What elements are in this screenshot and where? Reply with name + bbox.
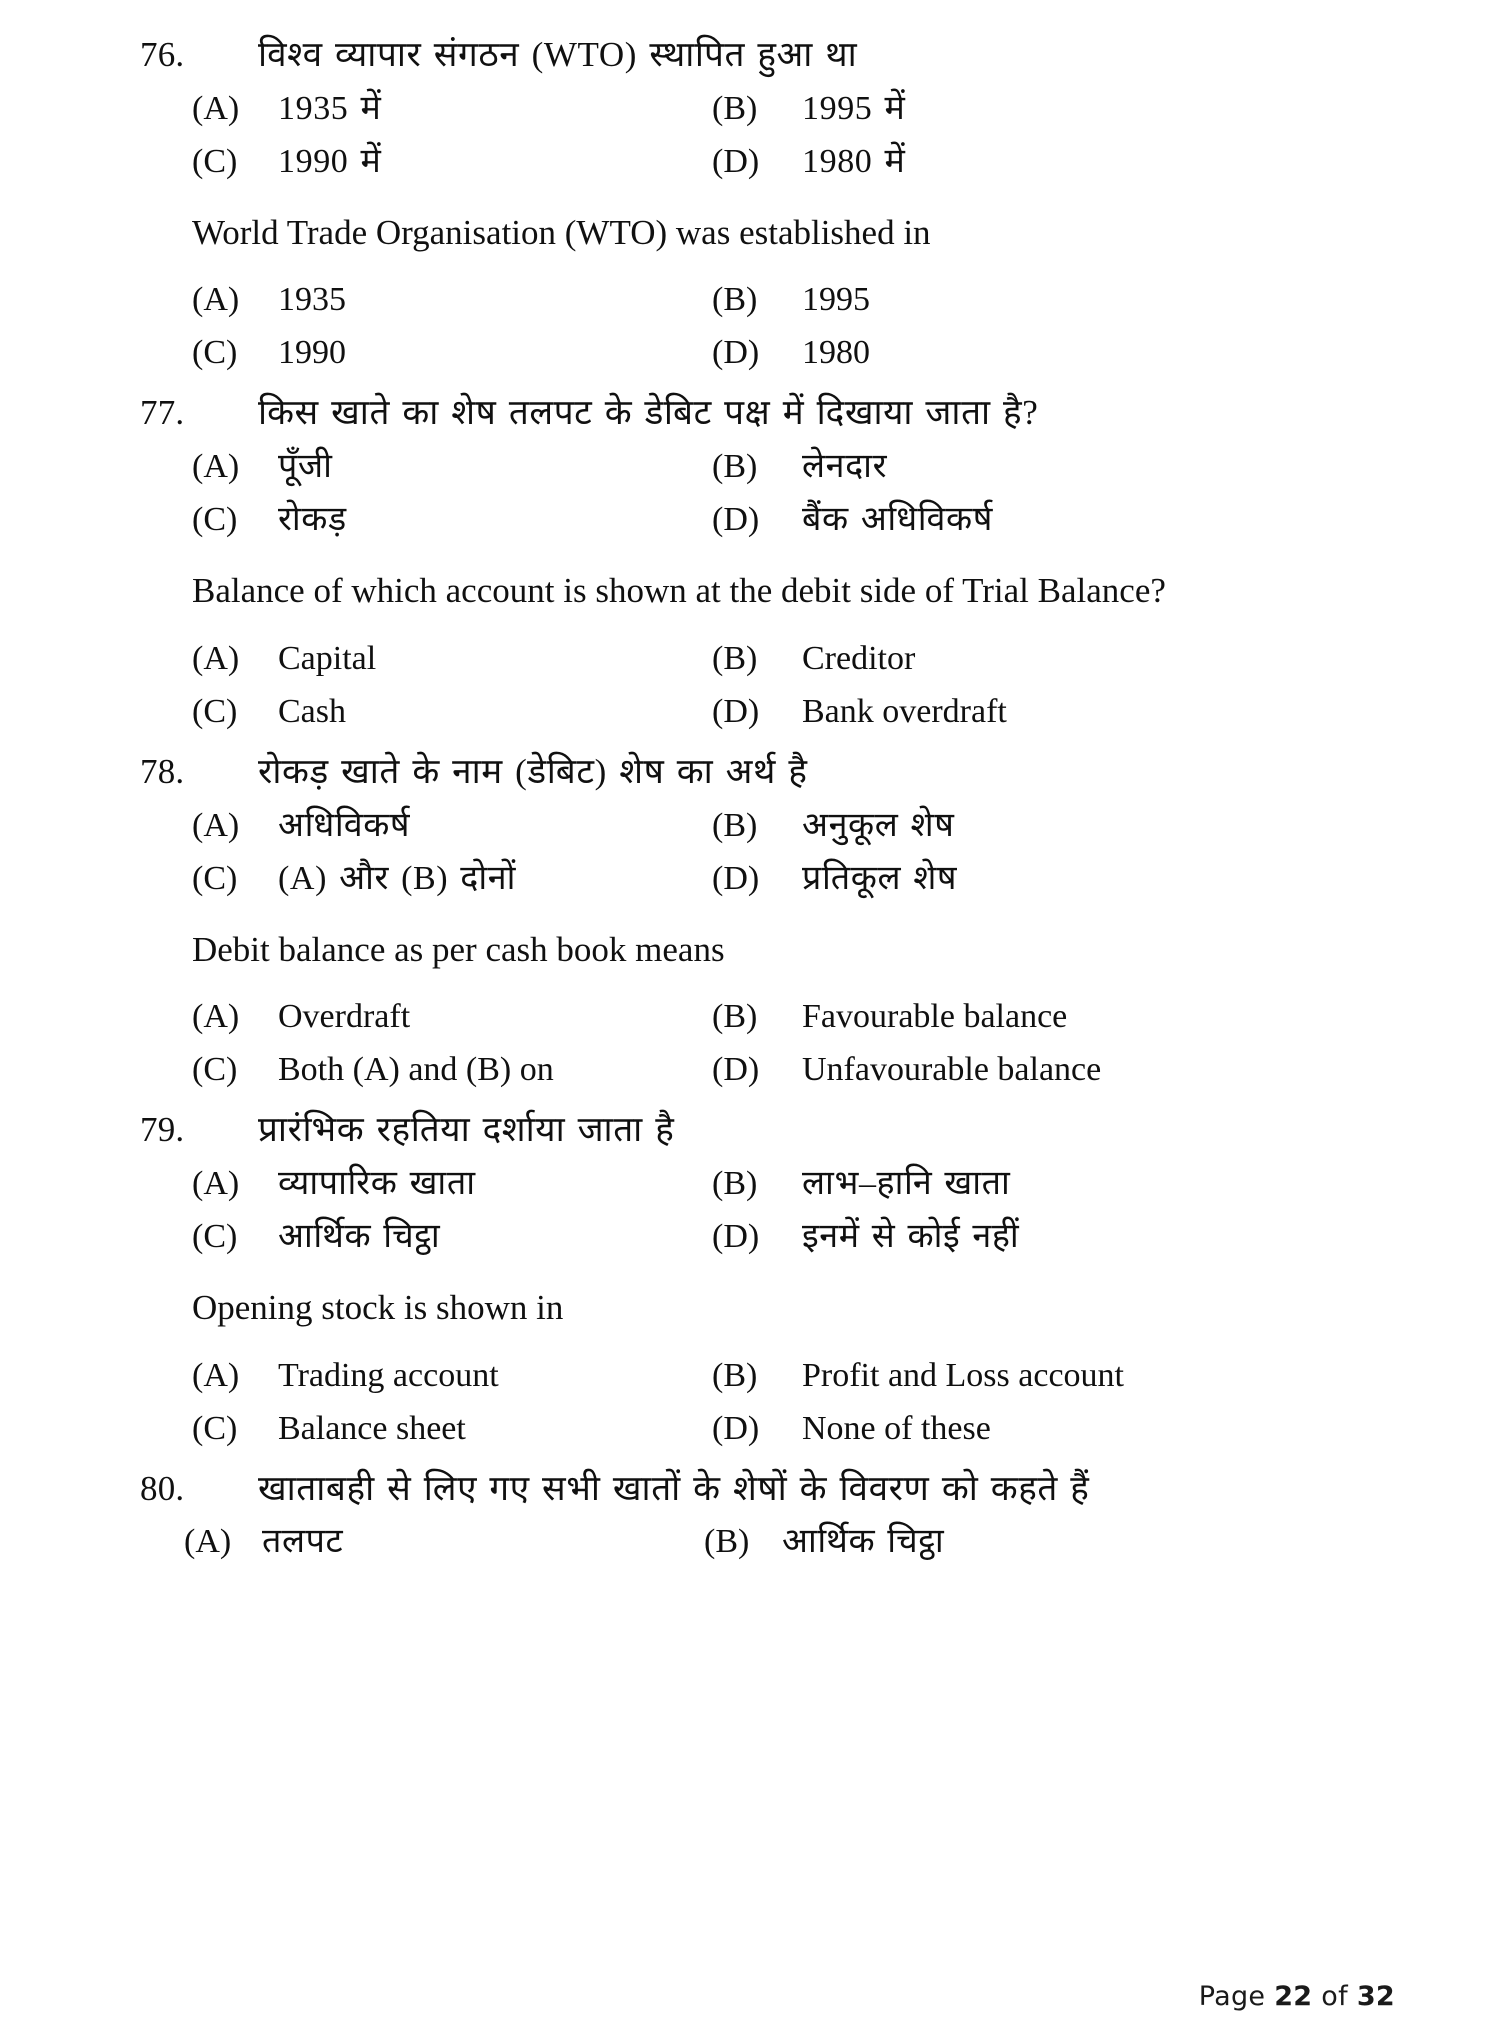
- question-number-78: 78.: [140, 751, 185, 791]
- option-en-79-c[interactable]: [192, 1403, 712, 1454]
- option-label-a: (A): [192, 1165, 240, 1202]
- option-hi-79-d[interactable]: [712, 1211, 1395, 1262]
- page-footer: [1199, 1981, 1395, 2012]
- option-label-b: (B): [712, 281, 758, 319]
- option-label-b: (B): [712, 89, 758, 127]
- option-label-a: (A): [192, 448, 240, 486]
- footer-current-page: 22: [1274, 1981, 1313, 2012]
- option-hi-77-b[interactable]: [712, 441, 1395, 492]
- option-value-d: Bank overdraft: [802, 692, 1007, 730]
- option-hi-76-c[interactable]: [192, 136, 712, 187]
- option-en-77-b[interactable]: [712, 633, 1395, 684]
- options-hi-80: [140, 1516, 1395, 1567]
- option-hi-78-a[interactable]: [192, 800, 712, 851]
- question-stem-77: [140, 392, 1395, 435]
- option-en-76-b[interactable]: [712, 274, 1395, 325]
- option-value-c: Balance sheet: [278, 1409, 466, 1447]
- option-label-b: (B): [712, 806, 758, 844]
- question-stem-79: [140, 1109, 1395, 1152]
- option-value-c: Both (A) and (B) on: [278, 1051, 554, 1089]
- option-label-c: (C): [192, 859, 238, 897]
- question-text-hi-76: विश्व व्यापार संगठन (WTO) स्थापित हुआ था: [258, 35, 858, 74]
- option-value-c: रोकड़: [278, 501, 347, 539]
- spacer: [140, 1264, 1395, 1286]
- spacer: [140, 906, 1395, 928]
- option-label-c: (C): [192, 1218, 238, 1255]
- options-en-78: [140, 991, 1395, 1095]
- question-text-hi-78: रोकड़ खाते के नाम (डेबिट) शेष का अर्थ है: [258, 751, 808, 791]
- spacer: [140, 189, 1395, 211]
- option-label-d: (D): [712, 1409, 760, 1447]
- option-label-d: (D): [712, 692, 760, 730]
- option-value-d: None of these: [802, 1409, 991, 1447]
- option-en-78-c[interactable]: [192, 1044, 712, 1095]
- option-en-78-d[interactable]: [712, 1044, 1395, 1095]
- question-number-79: 79.: [140, 1110, 185, 1150]
- options-en-77: [140, 633, 1395, 737]
- option-value-b: 1995 में: [802, 89, 906, 127]
- option-label-b: (B): [712, 998, 758, 1036]
- option-label-a: (A): [192, 281, 240, 319]
- option-en-76-c[interactable]: [192, 327, 712, 378]
- option-hi-76-b[interactable]: [712, 83, 1395, 134]
- option-label-c: (C): [192, 692, 238, 730]
- option-label-b: (B): [712, 1165, 758, 1202]
- option-label-c: (C): [192, 1051, 238, 1089]
- option-label-d: (D): [712, 142, 760, 180]
- question-text-hi-80: खाताबही से लिए गए सभी खातों के शेषों के विवरण को कहते हैं: [258, 1468, 1090, 1508]
- option-label-b: (B): [712, 448, 758, 486]
- option-value-b: लेनदार: [802, 448, 888, 486]
- spacer: [140, 975, 1395, 987]
- footer-middle: of: [1321, 1981, 1348, 2012]
- question-text-en-79: Opening stock is shown in: [192, 1288, 564, 1327]
- option-label-a: (A): [192, 1356, 240, 1394]
- option-value-a: Capital: [278, 639, 377, 677]
- option-hi-80-b[interactable]: [704, 1516, 1395, 1567]
- option-value-c: Cash: [278, 692, 346, 730]
- option-label-a: (A): [192, 639, 240, 677]
- option-value-a: Trading account: [278, 1356, 499, 1394]
- option-value-a: 1935: [278, 281, 346, 319]
- option-en-77-c[interactable]: [192, 686, 712, 737]
- option-value-d: 1980: [802, 334, 870, 372]
- footer-total-pages: 32: [1356, 1981, 1395, 2012]
- question-text-en-77: Balance of which account is shown at the debit side of Trial Balance?: [192, 571, 1166, 611]
- spacer: [140, 1097, 1395, 1109]
- option-label-a: (A): [184, 1523, 232, 1561]
- option-value-a: पूँजी: [278, 448, 333, 486]
- options-en-79: [140, 1350, 1395, 1454]
- option-value-b: लाभ–हानि खाता: [802, 1165, 1011, 1202]
- question-stem-76: [140, 34, 1395, 77]
- option-label-d: (D): [712, 334, 760, 372]
- option-label-d: (D): [712, 859, 760, 897]
- option-value-a: Overdraft: [278, 998, 411, 1036]
- spacer: [140, 547, 1395, 569]
- question-stem-78: [140, 751, 1395, 794]
- options-hi-76: [140, 83, 1395, 187]
- question-stem-80: [140, 1468, 1395, 1511]
- option-en-77-a[interactable]: [192, 633, 712, 684]
- option-label-d: (D): [712, 1051, 760, 1089]
- spacer: [140, 1456, 1395, 1468]
- option-label-b: (B): [704, 1523, 750, 1561]
- option-value-a: व्यापारिक खाता: [278, 1165, 476, 1202]
- option-label-c: (C): [192, 1409, 238, 1447]
- option-value-b: Creditor: [802, 639, 916, 677]
- option-hi-79-a[interactable]: [192, 1158, 712, 1209]
- option-hi-79-b[interactable]: [712, 1158, 1395, 1209]
- question-number-77: 77.: [140, 393, 185, 433]
- question-block-79: [140, 1109, 1395, 1453]
- question-text-en-76: World Trade Organisation (WTO) was established in: [192, 212, 931, 252]
- option-value-b: अनुकूल शेष: [802, 806, 955, 844]
- question-text-hi-77: किस खाते का शेष तलपट के डेबिट पक्ष में दिखाया जाता है?: [258, 393, 1039, 433]
- question-text-hi-79: प्रारंभिक रहतिया दर्शाया जाता है: [258, 1110, 675, 1150]
- question-text-en-78: Debit balance as per cash book means: [192, 929, 725, 969]
- option-hi-78-d[interactable]: [712, 853, 1395, 904]
- option-value-d: बैंक अधिविकर्ष: [802, 501, 993, 539]
- option-en-79-b[interactable]: [712, 1350, 1395, 1401]
- question-number-80: 80.: [140, 1468, 185, 1508]
- option-en-76-a[interactable]: [192, 274, 712, 325]
- option-hi-79-c[interactable]: [192, 1211, 712, 1262]
- option-value-b: Favourable balance: [802, 998, 1068, 1036]
- option-hi-76-a[interactable]: [192, 83, 712, 134]
- option-value-a: तलपट: [262, 1523, 344, 1561]
- question-block-80: [140, 1468, 1395, 1568]
- option-value-b: Profit and Loss account: [802, 1356, 1124, 1394]
- option-value-c: 1990: [278, 334, 346, 372]
- question-block-77: [140, 392, 1395, 736]
- options-hi-77: [140, 441, 1395, 545]
- option-hi-78-c[interactable]: [192, 853, 712, 904]
- spacer: [140, 1334, 1395, 1346]
- option-label-c: (C): [192, 142, 238, 180]
- option-label-a: (A): [192, 998, 240, 1036]
- question-block-78: [140, 751, 1395, 1095]
- option-label-d: (D): [712, 1218, 760, 1255]
- option-value-c: आर्थिक चिट्ठा: [278, 1218, 441, 1255]
- spacer: [140, 380, 1395, 392]
- options-en-76: [140, 274, 1395, 378]
- option-label-c: (C): [192, 501, 238, 539]
- option-en-77-d[interactable]: [712, 686, 1395, 737]
- option-value-c: 1990 में: [278, 142, 382, 180]
- option-value-b: 1995: [802, 281, 870, 319]
- spacer: [140, 739, 1395, 751]
- option-en-78-b[interactable]: [712, 991, 1395, 1042]
- question-number-76: 76.: [140, 35, 185, 74]
- option-label-c: (C): [192, 334, 238, 372]
- options-hi-79: [140, 1158, 1395, 1262]
- option-label-d: (D): [712, 501, 760, 539]
- option-en-79-a[interactable]: [192, 1350, 712, 1401]
- options-hi-78: [140, 800, 1395, 904]
- option-en-79-d[interactable]: [712, 1403, 1395, 1454]
- spacer: [140, 258, 1395, 270]
- option-label-b: (B): [712, 639, 758, 677]
- option-en-78-a[interactable]: [192, 991, 712, 1042]
- option-value-c: (A) और (B) दोनों: [278, 859, 517, 897]
- option-label-b: (B): [712, 1356, 758, 1394]
- option-hi-77-a[interactable]: [192, 441, 712, 492]
- option-value-d: Unfavourable balance: [802, 1051, 1102, 1089]
- option-value-a: अधिविकर्ष: [278, 806, 411, 844]
- question-block-76: [140, 34, 1395, 378]
- option-hi-76-d[interactable]: [712, 136, 1395, 187]
- option-value-d: इनमें से कोई नहीं: [802, 1218, 1020, 1255]
- option-value-a: 1935 में: [278, 89, 382, 127]
- option-hi-77-d[interactable]: [712, 494, 1395, 545]
- option-hi-78-b[interactable]: [712, 800, 1395, 851]
- option-hi-80-a[interactable]: [184, 1516, 704, 1567]
- option-value-d: 1980 में: [802, 142, 906, 180]
- option-label-a: (A): [192, 89, 240, 127]
- option-value-b: आर्थिक चिट्ठा: [782, 1523, 945, 1561]
- spacer: [140, 617, 1395, 629]
- option-hi-77-c[interactable]: [192, 494, 712, 545]
- option-en-76-d[interactable]: [712, 327, 1395, 378]
- option-label-a: (A): [192, 806, 240, 844]
- option-value-d: प्रतिकूल शेष: [802, 859, 958, 897]
- footer-prefix: Page: [1198, 1981, 1266, 2012]
